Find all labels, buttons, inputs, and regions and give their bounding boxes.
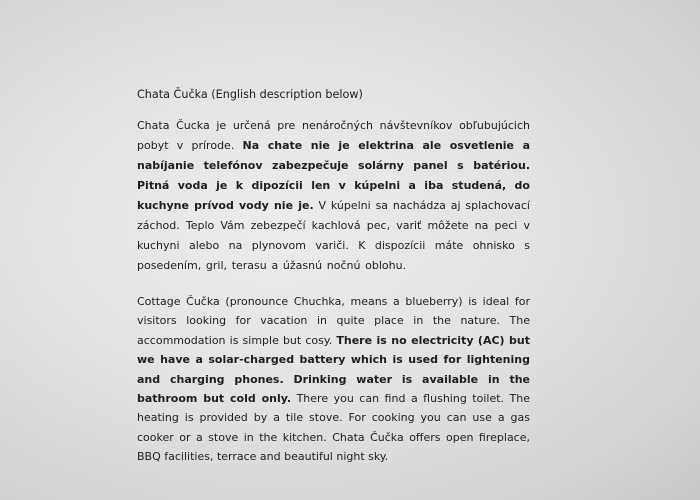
document-heading: Chata Čučka (English description below): [137, 88, 363, 101]
english-bold-text: There is no electricity (AC) but we have a solar-charged battery which is used for lightening and charging phones. Drinking water is available in the bathroom but cold only.: [137, 333, 530, 406]
slovak-intro-text: Chata Čucka je určená pre nenáročných návštevníkov obľubujúcich pobyt v prírode.: [137, 119, 530, 152]
slovak-paragraph: [137, 116, 530, 276]
slovak-bold-text: Na chate nie je elektrina ale osvetlenie a nabíjanie telefónov zabezpečuje solárny panel s batériou. Pitná voda je k dipozícii len v kúpelni a iba studená, do kuchyne prívod vody nie je.: [137, 139, 530, 212]
english-rest-text: There you can find a flushing toilet. The heating is provided by a tile stove. For cooking you can use a gas cooker or a stove in the kitchen. Chata Čučka offers open fireplace, BBQ facilities, terrace and beautiful night sky.: [137, 392, 530, 464]
document-page: [137, 88, 530, 483]
english-intro-text: Cottage Čučka (pronounce Chuchka, means a blueberry) is ideal for visitors looking for vacation in quite place in the nature. The accommodation is simple but cosy.: [137, 295, 530, 347]
english-paragraph: [137, 292, 530, 467]
slovak-rest-text: V kúpelni sa nachádza aj splachovací záchod. Teplo Vám zebezpečí kachlová pec, variť môžete na peci v kuchyni alebo na plynovom variči. K dispozícii máte ohnisko s posedením, gril, terasu a úžasnú nočnú oblohu.: [137, 199, 530, 272]
